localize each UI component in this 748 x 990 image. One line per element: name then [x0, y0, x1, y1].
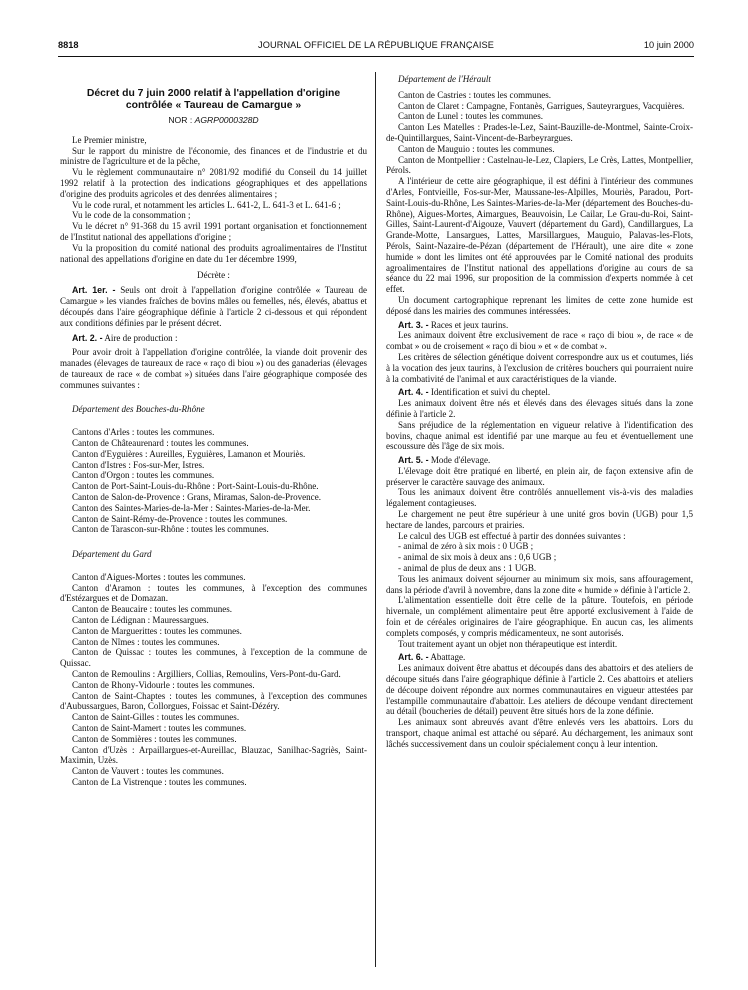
column-divider — [375, 72, 376, 967]
canton-item: Canton de Rhony-Vidourle : toutes les communes. — [72, 679, 255, 690]
canton-item: Canton d'Aramon : toutes les communes, à l'exception des communes d'Estézargues et de Domazan. — [60, 582, 367, 604]
canton-item: Canton de Saint-Mamert : toutes les communes. — [72, 723, 247, 734]
canton-item: Canton d'Eyguières : Aureilles, Eyguières, Lamanon et Mouriès. — [72, 448, 306, 459]
right-column — [386, 74, 693, 750]
paragraph: Le calcul des UGB est effectué à partir des données suivantes : — [398, 530, 626, 541]
article-label: Art. 4. - — [398, 387, 429, 398]
publication-date: 10 juin 2000 — [643, 40, 694, 50]
canton-item: Canton d'Uzès : Arpaillargues-et-Aureillac, Blauzac, Sanilhac-Sagriès, Saint-Maximin, Uzès. — [60, 744, 367, 766]
canton-item: Canton de Nîmes : toutes les communes. — [72, 636, 220, 647]
preamble-line: Vu le règlement communautaire n° 2081/92 modifié du Conseil du 14 juillet 1992 relatif à la protection des indications géographiques et des appellations d'origine des produits agricoles et des denrées alimentaires ; — [60, 167, 367, 199]
decree-title: Décret du 7 juin 2000 relatif à l'appellation d'origine contrôlée « Taureau de Camargue » — [86, 88, 341, 111]
article-4 — [386, 387, 693, 398]
article-label: Art. 2. - — [72, 333, 103, 344]
article-label: Art. 5. - — [398, 455, 429, 466]
canton-item: Canton des Saintes-Maries-de-la-Mer : Saintes-Maries-de-la-Mer. — [72, 502, 311, 513]
canton-item: Canton de Remoulins : Argilliers, Collias, Remoulins, Vers-Pont-du-Gard. — [72, 669, 341, 680]
preamble-line: Vu la proposition du comité national des produits agroalimentaires de l'Institut national des appellations d'origine en date du 1er décembre 1999, — [60, 242, 367, 264]
canton-item: Canton de Saint-Chaptes : toutes les communes, à l'exception des communes d'Aubussargues, Baron, Collorgues, Foissac et Saint-Dézéry. — [60, 690, 367, 712]
header-rule — [58, 56, 694, 57]
article-3 — [386, 320, 693, 331]
preamble-line: Sur le rapport du ministre de l'économie, des finances et de l'industrie et du ministre de l'agriculture et de la pêche, — [60, 145, 367, 167]
canton-item: Canton de Quissac : toutes les communes, à l'exception de la commune de Quissac. — [60, 647, 367, 669]
canton-item: Canton de Marguerittes : toutes les communes. — [72, 625, 242, 636]
nor-label: NOR : — [168, 115, 193, 125]
paragraph: Les critères de sélection génétique doivent correspondre aux us et coutumes, liés à la vocation des jeux taurins, à l'exclusion de critères bouchers qui pourraient nuire à la combativité de l'animal et aux caractéristiques de la viande. — [386, 351, 693, 384]
canton-item: Canton d'Orgon : toutes les communes. — [72, 470, 215, 481]
paragraph: Tout traitement ayant un objet non thérapeutique est interdit. — [398, 638, 618, 649]
article-label: Art. 1er. - — [72, 285, 116, 296]
canton-item: Canton de Châteaurenard : toutes les communes. — [72, 437, 249, 448]
list-item: - animal de plus de deux ans : 1 UGB. — [398, 563, 537, 574]
article-heading: Mode d'élevage. — [430, 455, 491, 466]
article-text: Seuls ont droit à l'appellation d'origine contrôlée « Taureau de Camargue » les viandes fraîches de bovins mâles ou femelles, nés, élevés, abattus et découpés dans l'aire géographique définie à l'article 2 ci-dessous et qui répondent aux conditions définies par le présent décret. — [60, 285, 367, 328]
decrete-heading: Décrète : — [197, 270, 230, 281]
canton-item: Canton d'Istres : Fos-sur-Mer, Istres. — [72, 459, 205, 470]
canton-item: Canton Les Matelles : Prades-le-Lez, Saint-Bauzille-de-Montmel, Sainte-Croix-de-Quintillargues, Saint-Vincent-de-Barbeyrargues. — [386, 122, 693, 143]
preamble-line: Vu le décret n° 91-368 du 15 avril 1991 portant organisation et fonctionnement de l'Institut national des appellations d'origine ; — [60, 221, 367, 242]
running-header — [58, 40, 694, 54]
canton-item: Canton de Lédignan : Mauressargues. — [72, 615, 209, 626]
canton-item: Canton de Saint-Rémy-de-Provence : toutes les communes. — [72, 513, 288, 524]
list-item: - animal de zéro à six mois : 0 UGB ; — [398, 541, 534, 552]
paragraph: Les animaux doivent être nés et élevés dans des élevages situés dans la zone définie à l'article 2. — [386, 398, 693, 419]
paragraph: Sans préjudice de la réglementation en vigueur relative à l'identification des bovins, chaque animal est identifié par une marque au feu et éventuellement une escoussure dès l'âge de six mois. — [386, 419, 693, 452]
article-label: Art. 3. - — [398, 319, 429, 330]
paragraph: Tous les animaux doivent séjourner au minimum six mois, sans affouragement, dans la période d'avril à novembre, dans la zone dite « humide » définie à l'article 2. — [386, 573, 693, 595]
canton-item: Canton de Castries : toutes les communes. — [398, 89, 552, 100]
canton-item: Canton de Lunel : toutes les communes. — [398, 111, 543, 122]
canton-item: Canton de Beaucaire : toutes les communes. — [72, 604, 233, 615]
paragraph: L'élevage doit être pratiqué en liberté, en plein air, de façon extensive afin de préserver le caractère sauvage des animaux. — [386, 465, 693, 487]
article-6 — [386, 652, 693, 663]
paragraph: Tous les animaux doivent être contrôlés annuellement vis-à-vis des maladies légalement contagieuses. — [386, 487, 693, 509]
paragraph: Le chargement ne peut être supérieur à une unité gros bovin (UGB) pour 1,5 hectare de landes, parcours et prairies. — [386, 509, 693, 530]
paragraph: Les animaux sont abreuvés avant d'être enlevés vers les abattoirs. Lors du transport, chaque animal est attaché ou séparé. Au déchargement, les animaux sont lâchés successivement dans un couloir spécialement conçu à leur intention. — [386, 717, 693, 749]
department-heading: Département de l'Hérault — [398, 74, 491, 84]
page-number: 8818 — [58, 40, 79, 50]
article-2 — [60, 333, 367, 344]
canton-item: Canton de Vauvert : toutes les communes. — [72, 766, 224, 777]
journal-title: JOURNAL OFFICIEL DE LA RÉPUBLIQUE FRANÇAISE — [258, 40, 494, 50]
article-heading: Identification et suivi du cheptel. — [430, 387, 551, 398]
nor-code: AGRP0000328D — [194, 115, 259, 125]
preamble-line: Vu le code de la consommation ; — [72, 210, 191, 221]
article-heading: Abattage. — [430, 652, 466, 663]
canton-item: Canton de Sommières : toutes les communes. — [72, 733, 237, 744]
canton-item: Canton de Montpellier : Castelnau-le-Lez, Clapiers, Le Crès, Lattes, Montpellier, Pérols. — [386, 154, 693, 176]
canton-item: Canton de La Vistrenque : toutes les communes. — [72, 777, 247, 788]
canton-item: Canton d'Aigues-Mortes : toutes les communes. — [72, 571, 246, 582]
canton-item: Cantons d'Arles : toutes les communes. — [72, 427, 215, 438]
article-1 — [60, 285, 367, 328]
paragraph: Un document cartographique reprenant les limites de cette zone humide est déposé dans les mairies des communes intéressées. — [386, 294, 693, 316]
preamble-line: Le Premier ministre, — [72, 134, 147, 145]
article-heading: Races et jeux taurins. — [430, 319, 509, 330]
article-heading: Aire de production : — [104, 333, 178, 344]
paragraph: L'alimentation essentielle doit être celle de la pâture. Toutefois, en période hivernale, un complément alimentaire peut être apporté exclusivement à l'aide de foin et de céréales originaires de l'aire géographique. En aucun cas, les aliments complets composés, y compris médicamenteux, ne sont autorisés. — [386, 595, 693, 638]
department-heading: Département du Gard — [72, 549, 152, 560]
canton-item: Canton de Tarascon-sur-Rhône : toutes les communes. — [72, 524, 269, 535]
left-column — [60, 74, 367, 788]
canton-item: Canton de Port-Saint-Louis-du-Rhône : Port-Saint-Louis-du-Rhône. — [72, 481, 319, 492]
paragraph: Pour avoir droit à l'appellation d'origine contrôlée, la viande doit provenir des manades (élevages de taureaux de race « raço di biou ») ou des ganaderias (élevages de taureaux de race « de combat ») situées dans l'aire géographique composée des communes suivantes : — [60, 347, 367, 390]
list-item: - animal de six mois à deux ans : 0,6 UGB ; — [398, 552, 557, 563]
article-label: Art. 6. - — [398, 652, 429, 663]
paragraph: A l'intérieur de cette aire géographique, il est défini à l'intérieur des communes d'Arles, Fontvieille, Fos-sur-Mer, Maussane-les-Alpilles, Mouriès, Paradou, Port-Saint-Louis-du-Rhône, Les Saintes-Maries-de-la-Mer (département des Bouches-du-Rhône), Aigues-Mortes, Aimargues, Beauvoisin, Le Cailar, Le Grau-du-Roi, Saint-Gilles, Saint-Laurent-d'Aigouze, Vauvert (département du Gard), Candillargues, La Grande-Motte, Lansargues, Lattes, Marsillargues, Mauguio, Palavas-les-Flots, Pérols, Saint-Nazaire-de-Pézan (département de l'Hérault), une aire dite « zone humide » dont les limites ont été approuvées par le Comité national des produits agroalimentaires de l'Institut national des appellations d'origine au cours de sa séance du 22 mai 1996, sur proposition de la commission d'experts nommée à cet effet. — [386, 176, 693, 295]
canton-item: Canton de Claret : Campagne, Fontanès, Garrigues, Sauteyrargues, Vacquières. — [398, 100, 685, 111]
preamble-line: Vu le code rural, et notamment les articles L. 641-2, L. 641-3 et L. 641-6 ; — [72, 199, 341, 210]
paragraph: Les animaux doivent être abattus et découpés dans des abattoirs et des ateliers de découpe situés dans l'aire géographique définie à l'article 2. Ces abattoirs et ateliers de découpe doivent répondre aux normes communautaires en vigueur attestées par l'estampille communautaire d'abattoir. Les ateliers de découpe vendant directement au détail (boucheries de détail) peuvent être situés hors de la zone définie. — [386, 663, 693, 717]
article-5 — [386, 455, 693, 466]
canton-item: Canton de Salon-de-Provence : Grans, Miramas, Salon-de-Provence. — [72, 491, 321, 502]
nor-reference — [60, 115, 367, 126]
canton-item: Canton de Saint-Gilles : toutes les communes. — [72, 712, 240, 723]
department-heading: Département des Bouches-du-Rhône — [72, 404, 205, 415]
canton-item: Canton de Mauguio : toutes les communes. — [398, 143, 555, 154]
paragraph: Les animaux doivent être exclusivement de race « raço di biou », de race « de combat » ou de croisement « raço di biou » et « de combat ». — [386, 330, 693, 352]
